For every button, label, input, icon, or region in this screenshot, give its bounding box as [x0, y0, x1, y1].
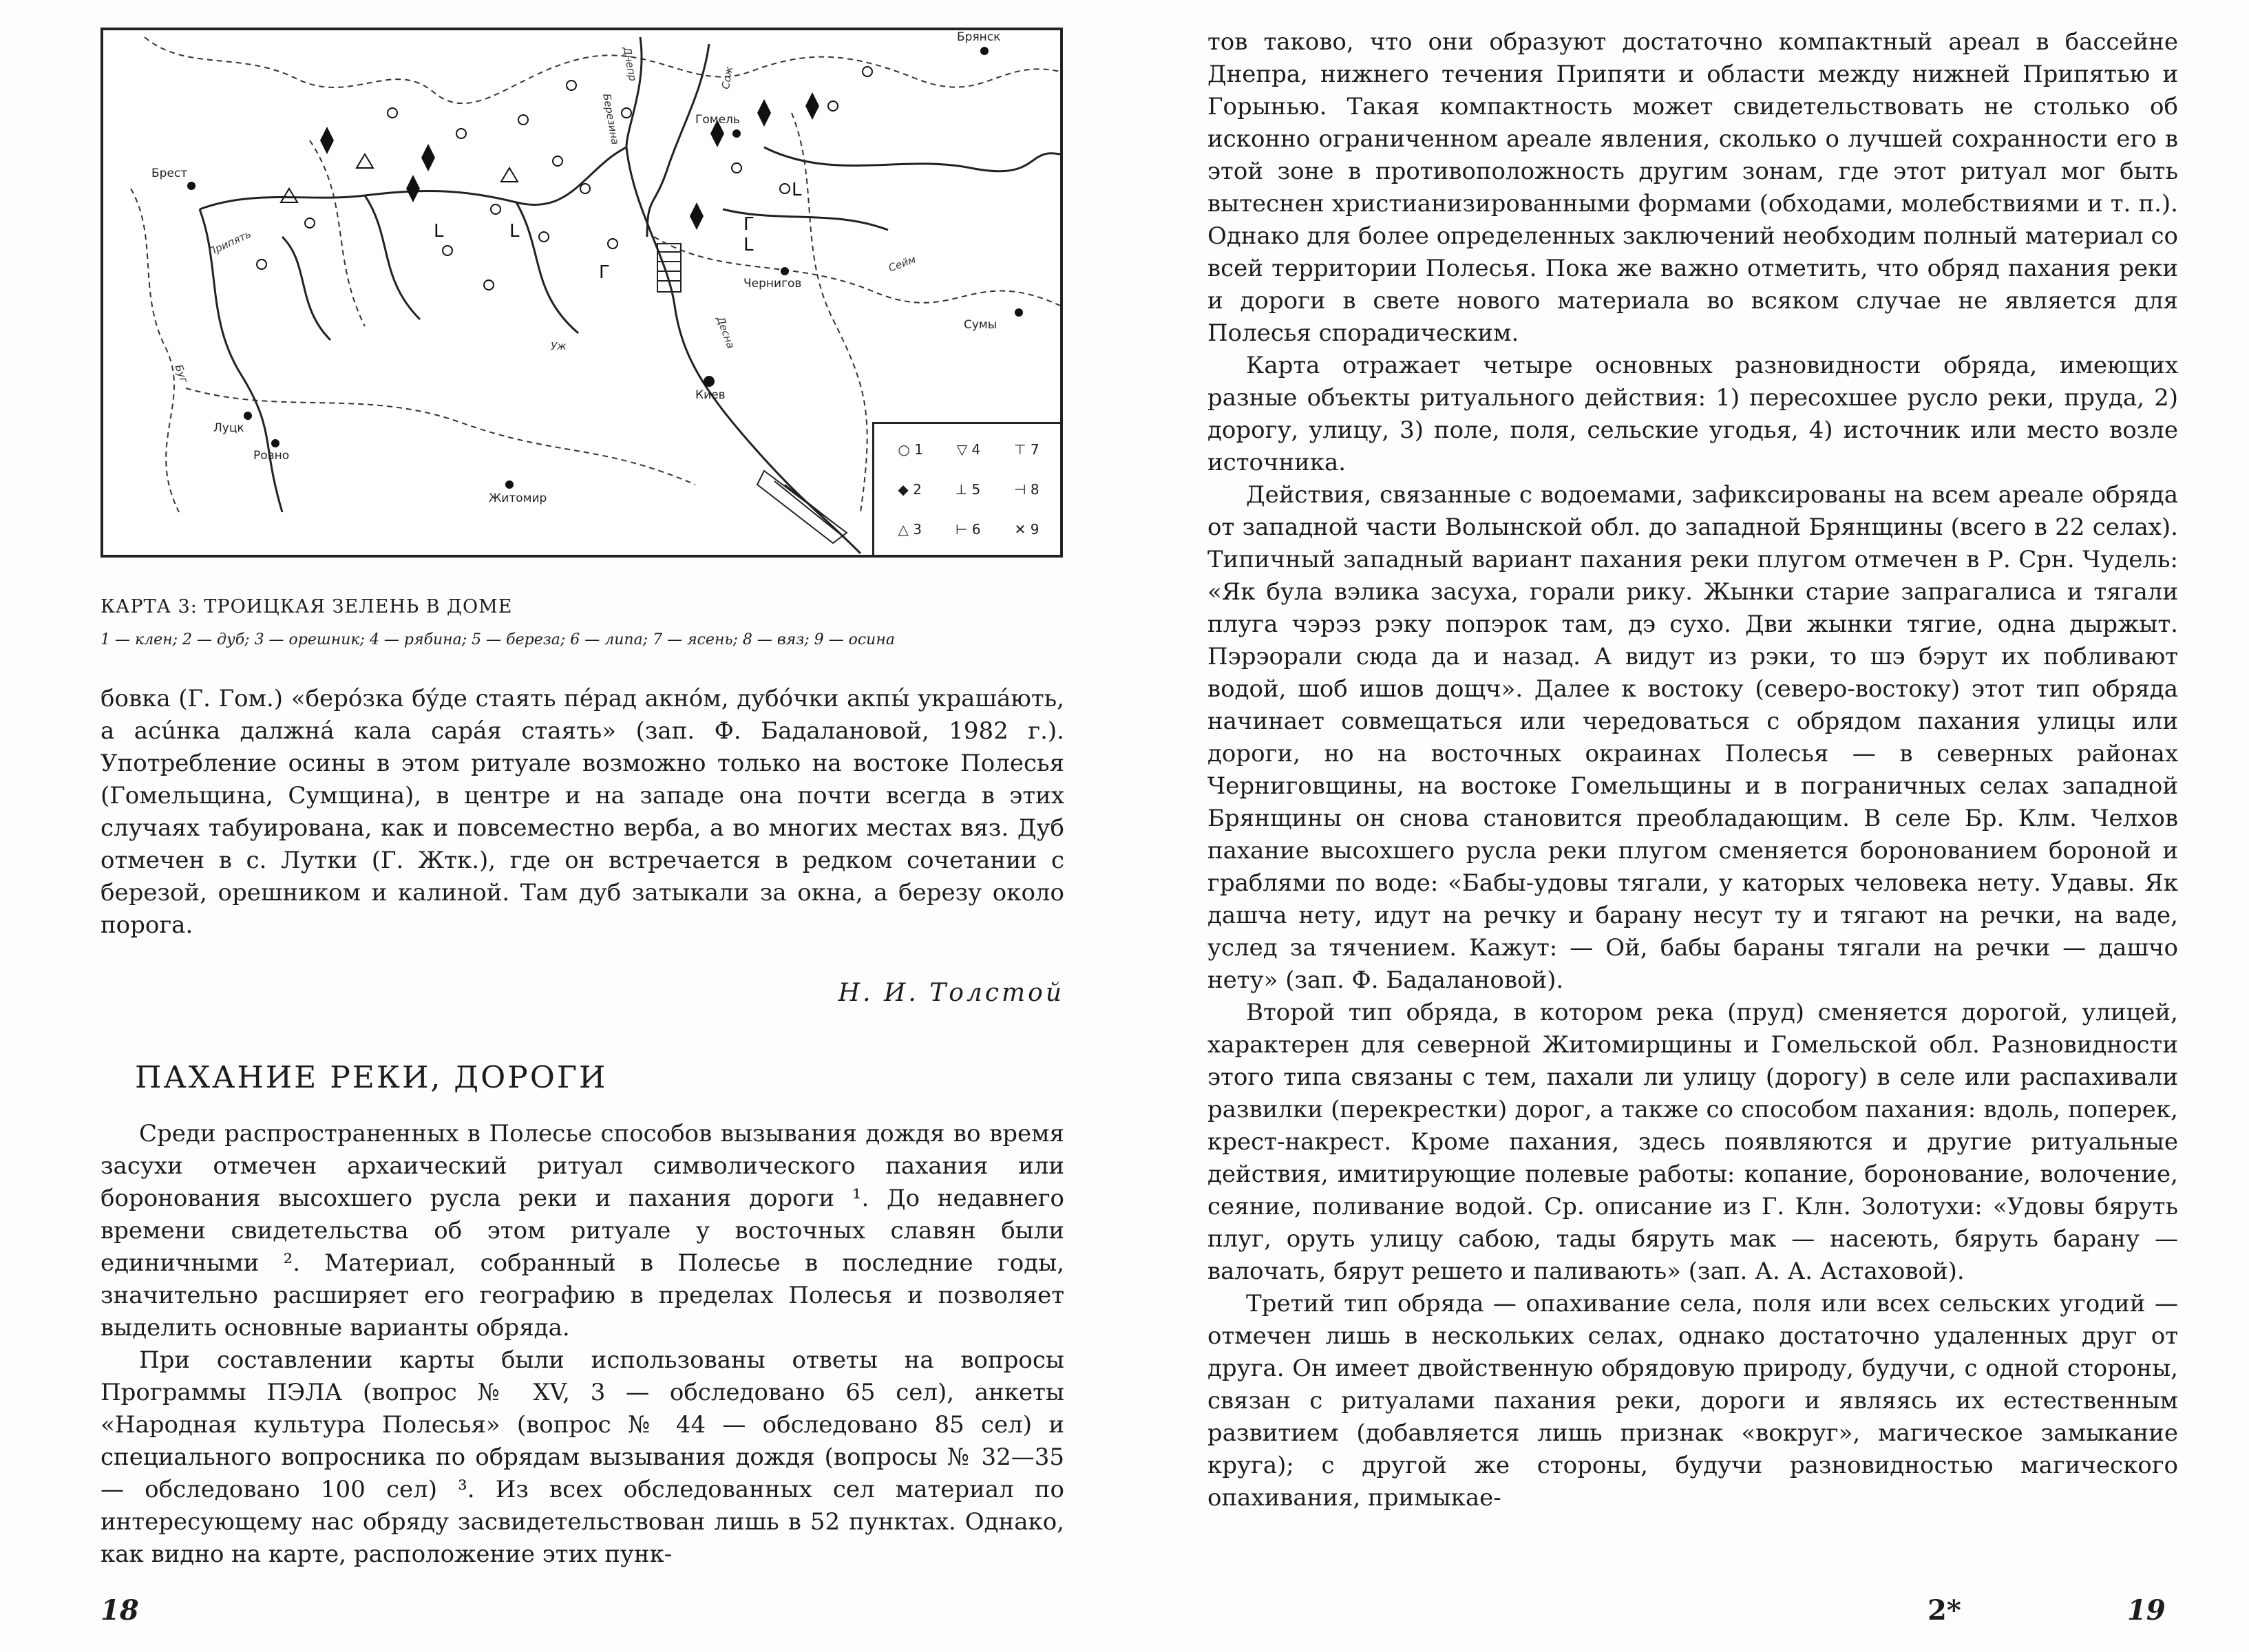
city-label: Брест: [151, 167, 188, 180]
paragraph: Третий тип обряда — опахивание села, поля или всех сельских угодий — отмечен лишь в нескольких селах, однако достаточно удаленных друг от друга. Он имеет двойственную обрядовую природу, будучи, с одной стороны, связан с ритуалами пахания реки, дороги и являясь их естественным развитием (добавляется лишь признак «вокруг», магическое замыкание круга); с другой же стороны, будучи разновидностью магического опахивания, примыкае-: [1207, 1290, 2178, 1512]
legend-row: △ 3 ⊢ 6 ✕ 9: [898, 521, 1039, 538]
city-label: Житомир: [489, 491, 547, 505]
paragraph: тов таково, что они образуют достаточно компактный ареал в бассейне Днепра, нижнего течения Припяти и области между нижней Припятью и Горынью. Такая компактность может свидетельствовать не столько об исконно ограниченном ареале явления, сколько о лучшей сохранности его в этой зоне в противоположность другим зонам, где этот ритуал мог быть вытеснен христианизированными формами (обходами, молебствиями и т. п.). Однако для более определенных заключений необходим полный материал со всей территории Полесья. Пока же важно отметить, что обряд пахания реки и дороги в свете нового материала во всяком случае не является для Полесья спорадическим.: [1207, 28, 2178, 347]
river-label: Уж: [551, 340, 567, 352]
paragraph: бовка (Г. Гом.) «берóзка бýде стаять пéрад акнóм, дубóчки акпы́ украшáють, а асúнка далжнá кала сарáя стаять» (зап. Ф. Бадалановой, 1982 г.). Употребление осины в этом ритуале возможно только на востоке Полесья (Гомельщина, Сумщина), в центре и на западе она почти всегда в этих случаях табуирована, как и повсеместно верба, а во многих местах вяз. Дуб отмечен в с. Лутки (Г. Жтк.), где он встречается в редком сочетании с березой, орешником и калиной. Там дуб затыкали за окна, а березу около порога.: [101, 685, 1064, 939]
river-label: Сейм: [887, 253, 918, 275]
map-caption-title: КАРТА 3: ТРОИЦКАЯ ЗЕЛЕНЬ В ДОМЕ: [101, 596, 513, 617]
svg-text:L: L: [434, 221, 444, 242]
left-text-block-2: [101, 1118, 1064, 1571]
city-label: Ровно: [253, 449, 290, 463]
svg-text:Г: Г: [743, 214, 754, 235]
river-label: Березина: [600, 92, 622, 146]
city-label: Луцк: [213, 421, 244, 435]
river-label: Буг: [172, 363, 191, 385]
legend-row: ◆ 2 ⊥ 5 ⊣ 8: [898, 481, 1039, 498]
section-title: ПАХАНИЕ РЕКИ, ДОРОГИ: [135, 1060, 608, 1095]
right-page: [1125, 0, 2249, 1652]
svg-text:L: L: [743, 235, 754, 255]
city-label: Гомель: [695, 113, 740, 127]
river-label: Припять: [206, 227, 253, 259]
river-label: Десна: [714, 315, 737, 350]
map-caption-legend: 1 — клен; 2 — дуб; 3 — орешник; 4 — рябина; 5 — береза; 6 — липа; 7 — ясень; 8 — вяз; 9 — осина: [101, 631, 895, 648]
signature-mark: 2*: [1928, 1594, 1961, 1627]
right-text-block: [1207, 26, 2178, 1514]
city-label: Киев: [695, 388, 726, 402]
page-number: 19: [2127, 1594, 2166, 1627]
paragraph: При составлении карты были использованы ответы на вопросы Программы ПЭЛА (вопрос № XV, 3 — обследовано 65 сел), анкеты «Народная культура Полесья» (вопрос № 44 — обследовано 85 сел) и специального вопросника по обрядам вызывания дождя (вопросы № 32—35 — обследовано 100 сел) ³. Из всех обследованных сел материал по интересующему нас обряду засвидетельствован лишь в 52 пунктах. Однако, как видно на карте, расположение этих пунк-: [101, 1346, 1064, 1568]
svg-text:L: L: [792, 180, 802, 200]
dialect-map: [101, 28, 1063, 558]
river-label: Сож: [719, 65, 736, 90]
paragraph: Второй тип обряда, в котором река (пруд) сменяется дорогой, улицей, характерен для северной Житомирщины и Гомельской обл. Разновидности этого типа связаны с тем, пахали ли улицу (дорогу) в селе или распахивали развилки (перекрестки) дорог, а также со способом пахания: вдоль, поперек, крест-накрест. Кроме пахания, здесь появляются и другие ритуальные действия, имитирующие полевые работы: копание, боронование, волочение, сеяние, поливание водой. Ср. описание из Г. Клн. Золотухи: «Удовы бяруть плуг, оруть улицу сабою, тады бяруть мак — насеють, бяруть барану — валочать, бярут решето и паливають» (зап. А. А. Астаховой).: [1207, 999, 2178, 1285]
legend-row: ○ 1 ▽ 4 ⊤ 7: [898, 441, 1039, 458]
map-legend: [872, 422, 1060, 555]
city-label: Чернигов: [743, 277, 802, 290]
left-text-block-1: [101, 683, 1064, 942]
paragraph: Среди распространенных в Полесье способов вызывания дождя во время засухи отмечен архаический ритуал символического пахания или боронования высохшего русла реки и пахания дороги ¹. До недавнего времени свидетельства об этом ритуале у восточных славян были единичными ². Материал, собранный в Полесье в последние годы, значительно расширяет его географию в пределах Полесья и позволяет выделить основные варианты обряда.: [101, 1120, 1064, 1342]
page-number: 18: [101, 1594, 139, 1627]
paragraph: Действия, связанные с водоемами, зафиксированы на всем ареале обряда от западной части Волынской обл. до западной Брянщины (всего в 22 селах). Типичный западный вариант пахания реки плугом отмечен в Р. Срн. Чудель: «Як була вэлика засуха, горали рику. Жынки старие запрагалиса и тягали плуга чэрэз рэку попэрок там, дэ сухо. Дви жынки тягие, одна дыржыт. Пэрэорали сюда да и назад. А видут из рэки, то шэ бэрут их побливают водой, шоб ишов дощч». Далее к востоку (северо-востоку) этот тип обряда начинает совмещаться или чередоваться с обрядом пахания улицы или дороги, но на восточных окраинах Полесья — в северных районах Черниговщины, на востоке Гомельщины и в пограничных селах западной Брянщины он снова становится преобладающим. В селе Бр. Клм. Челхов пахание высохшего русла реки плугом сменяется боронованием бороной и граблями по воде: «Бабы-удовы тягали, у каторых человека нету. Удавы. Як дашча нету, идут на речку и барану несут ту и тягают на речки, на ваде, услед за тячением. Кажут: — Ой, бабы бараны тягали на речки — дашчо нету» (зап. Ф. Бадалановой).: [1207, 481, 2178, 994]
svg-text:Г: Г: [599, 262, 610, 283]
city-label: Сумы: [964, 318, 997, 332]
river-label: Днепр: [620, 45, 640, 83]
paragraph: Карта отражает четыре основных разновидности обряда, имеющих разные объекты ритуального действия: 1) пересохшее русло реки, пруда, 2) дорогу, улицу, 3) поле, поля, сельские угодья, 4) источник или место возле источника.: [1207, 352, 2178, 476]
svg-text:L: L: [509, 221, 520, 242]
city-label: Брянск: [957, 30, 1001, 44]
author-signature: Н. И. Толстой: [838, 979, 1064, 1007]
